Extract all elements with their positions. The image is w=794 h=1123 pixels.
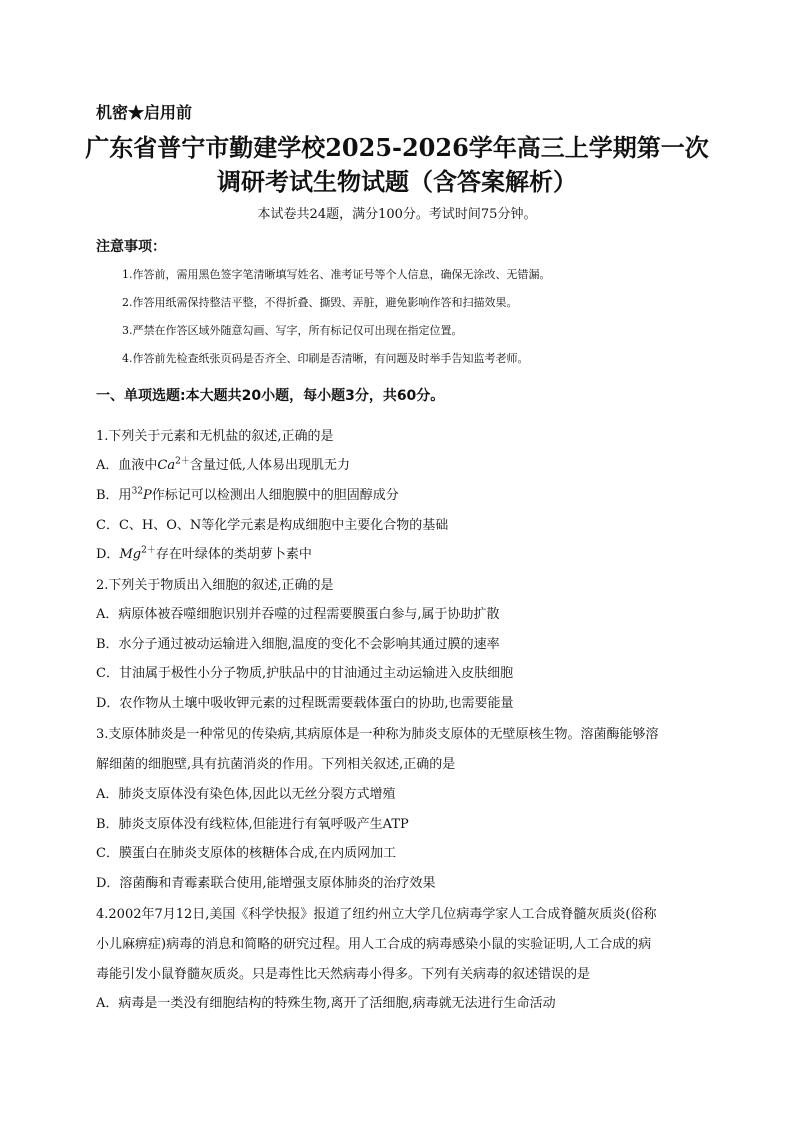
question-2-stem: 2.下列关于物质出入细胞的叙述,正确的是	[96, 578, 334, 593]
section-heading: 一、单项选题:本大题共20小题，每小题3分，共60分。	[96, 388, 445, 404]
notes-heading: 注意事项：	[96, 239, 166, 255]
question-1-option-d	[96, 543, 312, 562]
question-3-option-c: C．膜蛋白在肺炎支原体的核糖体合成,在内质网加工	[96, 846, 397, 861]
question-3-option-b: B．肺炎支原体没有线粒体,但能进行有氧呼吸产生ATP	[96, 817, 409, 832]
question-4-option-a: A．病毒是一类没有细胞结构的特殊生物,离开了活细胞,病毒就无法进行生命活动	[96, 996, 556, 1011]
formula-ion: Mg	[119, 547, 142, 562]
note-item: 3.严禁在作答区域外随意勾画、写字，所有标记仅可出现在指定位置。	[122, 324, 463, 337]
option-text: A．血液中	[96, 458, 158, 473]
formula-superscript: 2＋	[141, 545, 156, 556]
option-text: D．	[96, 547, 120, 562]
question-3-stem-line-1: 3.支原体肺炎是一种常见的传染病,其病原体是一种称为肺炎支原体的无壁原核生物。溶菌酶能够溶	[96, 727, 659, 742]
page-title-line-1: 广东省普宁市勤建学校2025-2026学年高三上学期第一次	[85, 133, 709, 162]
formula-element: P	[143, 488, 152, 503]
confidential-label: 机密★启用前	[96, 103, 193, 122]
question-3-option-a: A．肺炎支原体没有染色体,因此以无丝分裂方式增殖	[96, 787, 396, 802]
formula-superscript: 2＋	[175, 456, 190, 467]
question-2-option-a: A．病原体被吞噬细胞识别并吞噬的过程需要膜蛋白参与,属于协助扩散	[96, 607, 500, 622]
question-4-stem-line-3: 毒能引发小鼠脊髓灰质炎。只是毒性比天然病毒小得多。下列有关病毒的叙述错误的是	[96, 967, 591, 982]
exam-subtitle: 本试卷共24题，满分100分。考试时间75分钟。	[257, 207, 537, 222]
question-1-stem: 1.下列关于元素和无机盐的叙述,正确的是	[96, 429, 334, 444]
formula-superscript: 32	[131, 486, 144, 497]
formula-ion: Ca	[157, 458, 176, 473]
question-1-option-a	[96, 454, 350, 473]
question-3-stem-line-2: 解细菌的细胞壁,具有抗菌消炎的作用。下列相关叙述,正确的是	[96, 757, 456, 772]
note-item: 4.作答前先检查纸张页码是否齐全、印刷是否清晰，有问题及时举手告知监考老师。	[122, 352, 529, 365]
question-1-option-c: C．C、H、O、N等化学元素是构成细胞中主要化合物的基础	[96, 518, 449, 533]
option-text: B．用	[96, 488, 132, 503]
option-text: 作标记可以检测出人细胞膜中的胆固醇成分	[151, 488, 399, 503]
question-4-stem-line-1: 4.2002年7月12日,美国《科学快报》报道了纽约州立大学几位病毒学家人工合成脊髓灰质炎(俗称	[96, 907, 657, 922]
note-item: 1.作答前，需用黑色签字笔清晰填写姓名、准考证号等个人信息，确保无涂改、无错漏。	[122, 268, 551, 281]
question-2-option-d: D．农作物从土壤中吸收钾元素的过程既需要载体蛋白的协助,也需要能量	[96, 696, 514, 711]
note-item: 2.作答用纸需保持整洁平整，不得折叠、撕毁、弄脏，避免影响作答和扫描效果。	[122, 296, 518, 309]
question-2-option-c: C．甘油属于极性小分子物质,护肤品中的甘油通过主动运输进入皮肤细胞	[96, 666, 514, 681]
option-text: 存在叶绿体的类胡萝卜素中	[155, 547, 312, 562]
option-text: 含量过低,人体易出现肌无力	[189, 458, 350, 473]
question-2-option-b: B．水分子通过被动运输进入细胞,温度的变化不会影响其通过膜的速率	[96, 637, 500, 652]
question-1-option-b	[96, 484, 399, 503]
question-3-option-d: D．溶菌酶和青霉素联合使用,能增强支原体肺炎的治疗效果	[96, 876, 436, 891]
question-4-stem-line-2: 小儿麻痹症)病毒的消息和简略的研究过程。用人工合成的病毒感染小鼠的实验证明,人工合成的病	[96, 937, 652, 952]
page-title-line-2: 调研考试生物试题（含答案解析）	[217, 167, 577, 196]
